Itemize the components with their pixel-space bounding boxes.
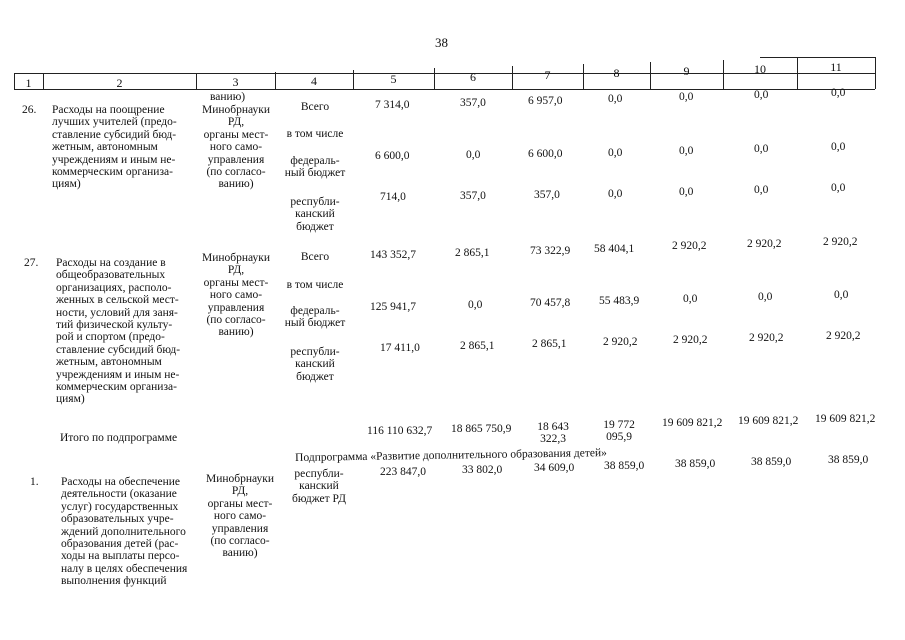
- source-republic-label: республи- канский бюджет: [290, 196, 340, 233]
- value-cell: 38 859,0: [751, 456, 792, 468]
- value-cell: 2 920,2: [747, 238, 782, 250]
- subprogram-total-label: Итого по подпрограмме: [60, 432, 178, 444]
- column-header: 3: [232, 75, 239, 89]
- value-cell: 0,0: [754, 184, 769, 196]
- value-cell: 0,0: [468, 299, 483, 311]
- value-cell: 0,0: [754, 143, 769, 155]
- column-header: 8: [613, 66, 620, 80]
- column-header: 2: [116, 76, 123, 90]
- value-cell: 223 847,0: [380, 466, 426, 478]
- source-total-label: Всего: [300, 251, 330, 263]
- value-cell: 0,0: [608, 147, 623, 159]
- value-cell: 0,0: [683, 293, 698, 305]
- row-executor: Минобрнауки РД, органы мест- ного само- управления (по согласо- ванию): [205, 473, 275, 560]
- value-cell: 0,0: [608, 188, 623, 200]
- value-cell: 2 920,2: [672, 240, 707, 252]
- value-cell: 714,0: [380, 191, 406, 203]
- value-cell: 55 483,9: [599, 295, 640, 307]
- value-cell: 357,0: [534, 189, 560, 201]
- row-executor: Минобрнауки РД, органы мест- ного само- управления (по согласо- ванию): [201, 252, 271, 339]
- page-number: 38: [435, 35, 448, 50]
- source-federal-label: федераль- ный бюджет: [284, 305, 346, 330]
- value-cell: 125 941,7: [370, 301, 416, 313]
- value-cell: 0,0: [834, 289, 849, 301]
- value-cell: 70 457,8: [530, 297, 571, 309]
- total-value: 19 772 095,9: [603, 419, 635, 444]
- row-description: Расходы на создание в общеобразовательных организациях, располо- женных в сельской мест- ности, условий для заня- тий физической культу- рой и спортом (предо- ставление субсидий бюд- жетным, автономным учреждениям и иным не- коммерческим организа- циям): [56, 257, 181, 406]
- value-cell: 2 865,1: [455, 247, 490, 259]
- value-cell: 357,0: [460, 97, 486, 109]
- value-cell: 357,0: [460, 190, 486, 202]
- value-cell: 38 859,0: [604, 460, 645, 472]
- value-cell: 6 957,0: [528, 95, 563, 107]
- source-total-label: Всего: [300, 101, 330, 113]
- total-value: 19 609 821,2: [815, 413, 876, 425]
- value-cell: 2 865,1: [460, 340, 495, 352]
- header-top-border-right: [760, 57, 875, 58]
- value-cell: 2 920,2: [603, 336, 638, 348]
- value-cell: 17 411,0: [380, 342, 420, 354]
- total-value: 116 110 632,7: [367, 425, 433, 437]
- source-republic-label: республи- канский бюджет: [290, 346, 340, 383]
- total-value: 19 609 821,2: [662, 417, 723, 429]
- column-header: 5: [390, 72, 397, 86]
- value-cell: 34 609,0: [534, 462, 575, 474]
- value-cell: 33 802,0: [462, 464, 503, 476]
- subprogram-title: Подпрограмма «Развитие дополнительного образования детей»: [295, 447, 607, 464]
- total-value: 18 865 750,9: [451, 423, 512, 435]
- column-header: 6: [470, 70, 476, 84]
- value-cell: 38 859,0: [675, 458, 716, 470]
- column-header: 9: [683, 64, 690, 78]
- source-including-label: в том числе: [286, 128, 344, 140]
- column-header: 10: [754, 62, 766, 76]
- value-cell: 2 920,2: [826, 330, 861, 342]
- row-number: 1.: [30, 476, 39, 488]
- column-header: 1: [25, 76, 32, 90]
- value-cell: 0,0: [758, 291, 773, 303]
- value-cell: 6 600,0: [375, 150, 410, 162]
- row-executor: Минобрнауки РД, органы мест- ного само- управления (по согласо- ванию): [201, 104, 271, 191]
- row-description: Расходы на поощрение лучших учителей (предо- ставление субсидий бюд- жетным, автономным учреждениям и иным не- коммерческим организа- циям): [52, 104, 177, 191]
- value-cell: 0,0: [831, 182, 846, 194]
- source-federal-label: федераль- ный бюджет: [284, 155, 346, 180]
- row-description: Расходы на обеспечение деятельности (оказание услуг) государственных образовательных учре- ждений дополнительного образования детей (рас- ходы на выплаты персо- налу в целях обеспечения выполнения функций: [61, 476, 188, 588]
- value-cell: 143 352,7: [370, 249, 416, 261]
- value-cell: 0,0: [679, 186, 694, 198]
- value-cell: 0,0: [679, 91, 694, 103]
- value-cell: 2 920,2: [673, 334, 708, 346]
- value-cell: 38 859,0: [828, 454, 869, 466]
- value-cell: 0,0: [831, 87, 846, 99]
- value-cell: 2 920,2: [823, 236, 858, 248]
- column-header: 7: [544, 68, 551, 82]
- value-cell: 6 600,0: [528, 148, 563, 160]
- value-cell: 0,0: [466, 149, 481, 161]
- executor-continued: ванию): [210, 91, 246, 103]
- value-cell: 0,0: [754, 89, 769, 101]
- total-value: 19 609 821,2: [738, 415, 799, 427]
- row-number: 26.: [22, 104, 37, 116]
- value-cell: 0,0: [608, 93, 623, 105]
- row-number: 27.: [24, 257, 39, 269]
- source-republic-rd-label: республи- канский бюджет РД: [292, 468, 346, 505]
- value-cell: 58 404,1: [594, 243, 635, 255]
- value-cell: 2 920,2: [749, 332, 784, 344]
- column-header: 4: [311, 74, 317, 88]
- value-cell: 2 865,1: [532, 338, 567, 350]
- header-divider: [875, 57, 876, 89]
- value-cell: 0,0: [679, 145, 694, 157]
- total-value: 18 643 322,3: [537, 421, 569, 446]
- source-including-label: в том числе: [286, 279, 344, 291]
- value-cell: 73 322,9: [530, 245, 571, 257]
- column-header: 11: [830, 60, 842, 74]
- value-cell: 7 314,0: [375, 99, 410, 111]
- value-cell: 0,0: [831, 141, 846, 153]
